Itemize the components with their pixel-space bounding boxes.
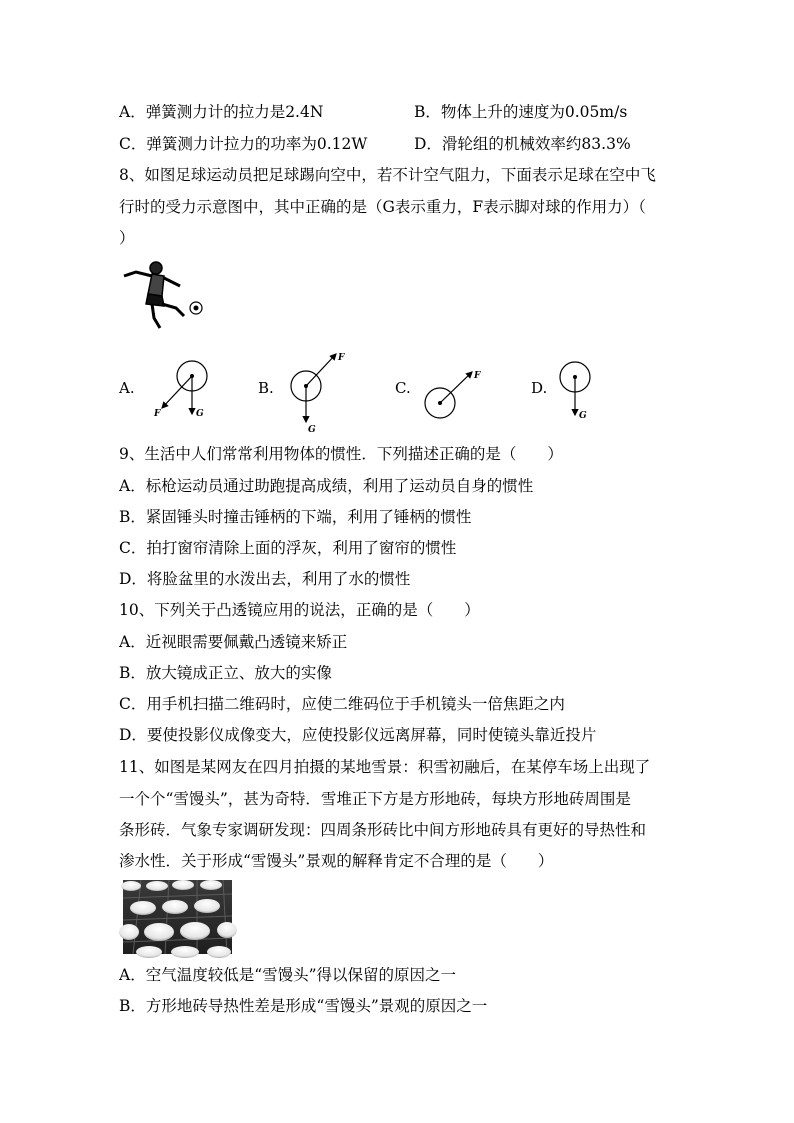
q8-stem-line3: ） — [119, 229, 135, 247]
q8-a-force-f: F — [154, 409, 161, 419]
q11-stem-line3: 条形砖．气象专家调研发现：四周条形砖比中间方形地砖具有更好的导热性和 — [119, 821, 647, 839]
q8-b-force-g: G — [308, 425, 316, 435]
q8-option-c-diagram — [420, 366, 490, 422]
q7-option-c: C．弹簧测力计拉力的功率为0.12W — [119, 135, 368, 153]
q8-b-force-f: F — [338, 353, 345, 363]
snow-mounds-photo — [123, 880, 232, 954]
q9-option-b: B．紧固锤头时撞击锤柄的下端，利用了锤柄的惯性 — [119, 508, 472, 526]
q11-stem-line2: 一个个“雪馒头”，甚为奇特．雪堆正下方是方形地砖，每块方形地砖周围是 — [119, 790, 631, 808]
ball-icon — [190, 302, 202, 314]
q8-option-a-diagram — [150, 358, 220, 420]
q7-option-d: D．滑轮组的机械效率约83.3% — [414, 135, 631, 153]
q8-option-b-diagram — [286, 350, 356, 435]
q8-option-b-label: B. — [258, 379, 274, 397]
q9-option-c: C．拍打窗帘清除上面的浮灰，利用了窗帘的惯性 — [119, 539, 457, 557]
q10-option-c: C．用手机扫描二维码时，应使二维码位于手机镜头一倍焦距之内 — [119, 695, 565, 713]
q8-d-force-g: G — [579, 411, 587, 421]
q9-stem: 9、生活中人们常常利用物体的惯性．下列描述正确的是（ ） — [119, 445, 563, 463]
q7-option-b: B．物体上升的速度为0.05m/s — [414, 103, 628, 121]
q10-stem: 10、下列关于凸透镜应用的说法，正确的是（ ） — [119, 601, 480, 619]
q8-option-d-label: D. — [531, 379, 548, 397]
q8-stem-line2: 行时的受力示意图中，其中正确的是（G表示重力，F表示脚对球的作用力）（ — [119, 198, 646, 216]
q8-a-force-g: G — [196, 409, 204, 419]
q9-option-d: D．将脸盆里的水泼出去，利用了水的惯性 — [119, 570, 411, 588]
q9-option-a: A．标枪运动员通过助跑提高成绩，利用了运动员自身的惯性 — [119, 477, 534, 495]
q11-option-a: A．空气温度较低是“雪馒头”得以保留的原因之一 — [119, 966, 457, 984]
q8-option-a-label: A. — [119, 379, 135, 397]
q8-c-force-f: F — [474, 371, 481, 381]
q11-stem-line1: 11、如图是某网友在四月拍摄的某地雪景：积雪初融后，在某停车场上出现了 — [119, 758, 651, 776]
q10-option-a: A．近视眼需要佩戴凸透镜来矫正 — [119, 633, 348, 651]
q7-option-a: A．弹簧测力计的拉力是2.4N — [119, 103, 324, 121]
q10-option-d: D．要使投影仪成像变大，应使投影仪远离屏幕，同时使镜头靠近投片 — [119, 726, 597, 744]
q11-stem-line4: 渗水性．关于形成“雪馒头”景观的解释肯定不合理的是（ ） — [119, 852, 554, 870]
q8-option-d-diagram — [558, 360, 608, 422]
q10-option-b: B．放大镜成正立、放大的实像 — [119, 664, 332, 682]
football-player-illustration — [118, 258, 208, 330]
q8-option-c-label: C. — [395, 379, 411, 397]
q11-option-b: B．方形地砖导热性差是形成“雪馒头”景观的原因之一 — [119, 997, 488, 1015]
q8-stem-line1: 8、如图足球运动员把足球踢向空中，若不计空气阻力，下面表示足球在空中飞 — [119, 166, 656, 184]
